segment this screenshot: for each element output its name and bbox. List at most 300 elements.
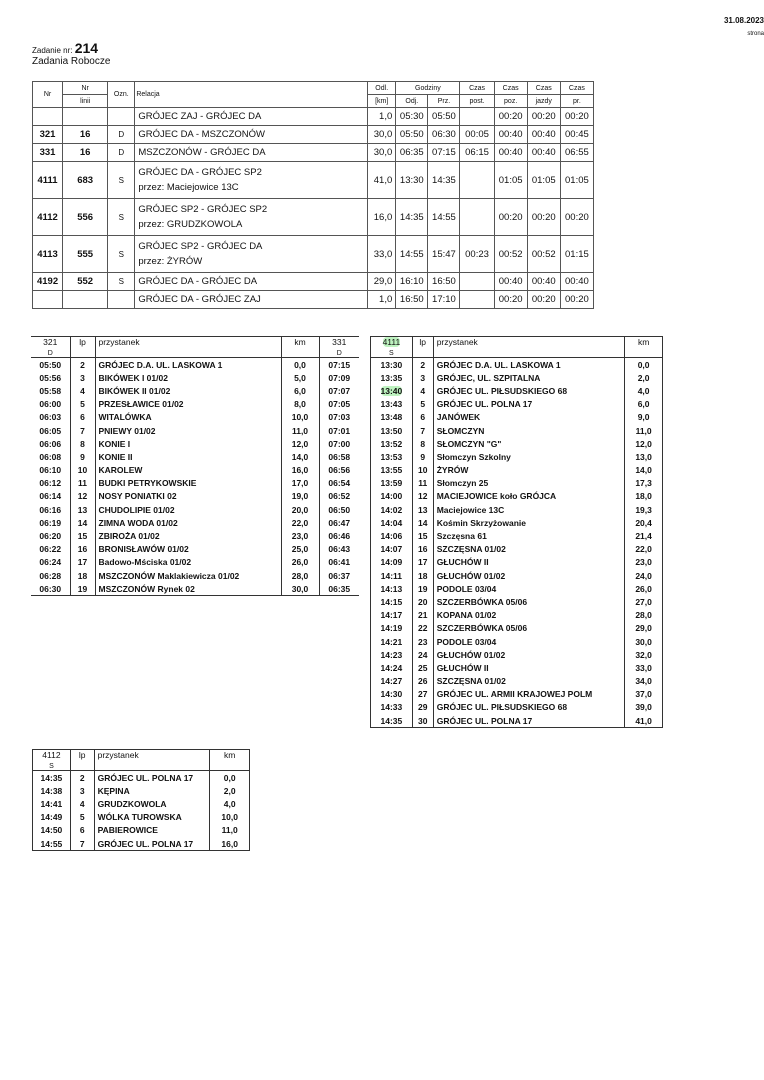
stop-time: 14:38 xyxy=(33,784,71,797)
stop-name: GŁUCHÓW II xyxy=(433,556,625,569)
stop-time: 14:02 xyxy=(371,503,413,516)
stop-name: JANÓWEK xyxy=(433,411,625,424)
work-time: 00:20 xyxy=(560,291,593,309)
departure-time: 14:55 xyxy=(396,236,428,273)
return-time: 06:37 xyxy=(328,570,351,581)
return-time: 06:58 xyxy=(328,451,351,462)
stop-time: 06:24 xyxy=(31,556,70,569)
stop-lp: 3 xyxy=(70,371,95,384)
arrival-time: 17:10 xyxy=(428,291,460,309)
stop-time: 05:58 xyxy=(31,384,70,397)
distance: 16,0 xyxy=(368,199,396,236)
courses-summary-table xyxy=(32,81,594,309)
stop-lp: 29 xyxy=(412,701,433,714)
stop-km: 0,0 xyxy=(223,772,236,783)
relation-via: przez: ŻYRÓW xyxy=(138,256,203,267)
stop-km: 17,3 xyxy=(635,478,652,489)
stop-row xyxy=(31,503,359,516)
stop-name: KOPANA 01/02 xyxy=(433,609,625,622)
stop-time: 06:05 xyxy=(31,424,70,437)
header-arrival: Prz. xyxy=(428,95,460,108)
stop-name: MACIEJOWICE koło GRÓJCA xyxy=(433,490,625,503)
stop-name: GRÓJEC UL. POLNA 17 xyxy=(433,398,625,411)
stop-time: 14:19 xyxy=(371,622,413,635)
stop-name: GRÓJEC UL. POLNA 17 xyxy=(94,771,210,785)
return-time: 06:50 xyxy=(328,504,351,515)
stop-row xyxy=(371,622,663,635)
header-idle-time: Czas xyxy=(494,82,527,95)
stop-lp: 2 xyxy=(70,358,95,372)
distance: 30,0 xyxy=(368,126,396,144)
stop-km: 23,0 xyxy=(281,529,319,542)
stop-time: 14:17 xyxy=(371,609,413,622)
stop-name: SZCZERBÓWKA 05/06 xyxy=(433,595,625,608)
work-time: 06:55 xyxy=(560,144,593,162)
stop-name: PRZESŁAWICE 01/02 xyxy=(95,398,281,411)
stop-km: 10,0 xyxy=(221,812,238,823)
stop-name: WÓLKA TUROWSKA xyxy=(94,811,210,824)
stop-row xyxy=(31,582,359,596)
stop-row xyxy=(371,477,663,490)
stop-km: 11,0 xyxy=(281,424,319,437)
stop-row xyxy=(31,556,359,569)
stop-km: 16,0 xyxy=(221,838,238,849)
work-time: 01:15 xyxy=(560,236,593,273)
stop-lp: 19 xyxy=(412,582,433,595)
stop-name: WITALÓWKA xyxy=(95,411,281,424)
stop-row xyxy=(31,464,359,477)
stop-time: 06:14 xyxy=(31,490,70,503)
course-row xyxy=(33,291,594,309)
page-label: strona xyxy=(747,31,764,37)
route-331-type: D xyxy=(319,349,359,358)
stop-lp: 30 xyxy=(412,714,433,728)
stop-name: SŁOMCZYN "G" xyxy=(433,437,625,450)
stop-name: Słomczyn 25 xyxy=(433,477,625,490)
relation xyxy=(135,162,368,199)
stop-name: SŁOMCZYN xyxy=(433,424,625,437)
stop-row xyxy=(371,714,663,728)
stop-lp: 21 xyxy=(412,609,433,622)
departure-time: 14:35 xyxy=(396,199,428,236)
stop-time: 14:30 xyxy=(371,688,413,701)
stop-row xyxy=(33,837,250,851)
stop-time: 14:41 xyxy=(33,797,71,810)
stop-lp: 18 xyxy=(412,569,433,582)
course-type xyxy=(108,108,135,126)
relation-via: przez: GRUDZKOWOLA xyxy=(138,219,243,230)
header-drive-time: Czas xyxy=(527,82,560,95)
return-time: 07:00 xyxy=(328,438,351,449)
relation-main: GRÓJEC SP2 - GRÓJEC DA xyxy=(138,241,263,252)
stop-km: 12,0 xyxy=(635,438,652,449)
stop-row xyxy=(371,556,663,569)
header-line-nr-2: linii xyxy=(63,95,108,108)
course-nr: 331 xyxy=(33,144,63,162)
stop-lp: 4 xyxy=(412,384,433,397)
stop-lp: 4 xyxy=(70,384,95,397)
course-type: D xyxy=(108,144,135,162)
stop-name: GRÓJEC D.A. UL. LASKOWA 1 xyxy=(95,358,281,372)
stop-lp: 5 xyxy=(70,811,94,824)
stop-lp: 26 xyxy=(412,675,433,688)
stop-lp: 15 xyxy=(70,529,95,542)
stop-row xyxy=(33,811,250,824)
return-time: 07:09 xyxy=(328,372,351,383)
stop-lp: 23 xyxy=(412,635,433,648)
stop-km: 19,0 xyxy=(281,490,319,503)
header-type: Ozn. xyxy=(108,82,135,108)
idle-time: 00:20 xyxy=(494,291,527,309)
return-time: 06:46 xyxy=(328,531,351,542)
relation-main: GRÓJEC SP2 - GRÓJEC SP2 xyxy=(138,204,268,215)
route-321-stops-table xyxy=(31,336,359,596)
stop-name: CHUDOLIPIE 01/02 xyxy=(95,503,281,516)
relation-main: MSZCZONÓW - GRÓJEC DA xyxy=(138,147,266,158)
stop-km: 4,0 xyxy=(637,385,650,396)
stop-lp: 13 xyxy=(412,503,433,516)
stop-time: 14:23 xyxy=(371,648,413,661)
course-row xyxy=(33,126,594,144)
course-row xyxy=(33,108,594,126)
stop-lp: 9 xyxy=(412,450,433,463)
work-time: 00:20 xyxy=(560,199,593,236)
header-drive-time-2: jazdy xyxy=(527,95,560,108)
stop-row xyxy=(31,529,359,542)
stop-lp: 16 xyxy=(412,543,433,556)
stop-name: KONIE II xyxy=(95,450,281,463)
arrival-time: 07:15 xyxy=(428,144,460,162)
stop-time: 06:22 xyxy=(31,543,70,556)
stop-time xyxy=(371,384,413,397)
course-type: S xyxy=(108,199,135,236)
stop-row xyxy=(371,609,663,622)
stop-name: MSZCZONÓW Maklakiewicza 01/02 xyxy=(95,569,281,582)
stop-km: 20,0 xyxy=(281,503,319,516)
stop-km: 23,0 xyxy=(635,557,652,568)
stop-header: przystanek xyxy=(433,337,625,350)
stop-km: 21,4 xyxy=(635,531,652,542)
stop-km: 8,0 xyxy=(281,398,319,411)
stop-time: 14:09 xyxy=(371,556,413,569)
stop-time: 06:03 xyxy=(31,411,70,424)
stop-lp: 5 xyxy=(412,398,433,411)
drive-time: 00:52 xyxy=(527,236,560,273)
departure-time: 05:50 xyxy=(396,126,428,144)
stop-km: 13,0 xyxy=(635,451,652,462)
stop-time: 14:07 xyxy=(371,543,413,556)
course-nr xyxy=(33,108,63,126)
return-time: 06:47 xyxy=(328,517,351,528)
stop-time xyxy=(460,273,494,291)
stop-time: 14:24 xyxy=(371,661,413,674)
stop-km: 6,0 xyxy=(637,399,650,410)
stop-time: 14:55 xyxy=(33,837,71,851)
stop-row xyxy=(31,437,359,450)
route-4111-stops-table xyxy=(370,336,663,728)
stop-row xyxy=(371,675,663,688)
stop-lp: 20 xyxy=(412,595,433,608)
stop-name: GRÓJEC D.A. UL. LASKOWA 1 xyxy=(433,358,625,372)
stop-km: 22,0 xyxy=(635,544,652,555)
idle-time: 00:40 xyxy=(494,144,527,162)
line-nr: 16 xyxy=(63,126,108,144)
stop-row xyxy=(33,824,250,837)
work-time: 00:45 xyxy=(560,126,593,144)
line-nr: 552 xyxy=(63,273,108,291)
stop-time xyxy=(460,108,494,126)
work-time: 00:40 xyxy=(560,273,593,291)
stop-time: 14:15 xyxy=(371,595,413,608)
stop-name: KĘPINA xyxy=(94,784,210,797)
stop-km: 11,0 xyxy=(635,425,652,436)
stop-name: SZCZERBÓWKA 05/06 xyxy=(433,622,625,635)
task-number-label: Zadanie nr: xyxy=(32,46,73,55)
stop-km: 14,0 xyxy=(635,465,652,476)
arrival-time: 06:30 xyxy=(428,126,460,144)
stop-row xyxy=(371,398,663,411)
arrival-time: 14:35 xyxy=(428,162,460,199)
stop-time: 13:43 xyxy=(371,398,413,411)
relation-main: GRÓJEC DA - GRÓJEC SP2 xyxy=(138,167,262,178)
header-idle-time-2: poz. xyxy=(494,95,527,108)
stop-row xyxy=(371,411,663,424)
stop-name: GRÓJEC UL. ARMII KRAJOWEJ POLM xyxy=(433,688,625,701)
stop-row xyxy=(371,582,663,595)
route-321-type: D xyxy=(31,349,70,358)
stop-row xyxy=(371,529,663,542)
stop-name: BUDKI PETRYKOWSKIE xyxy=(95,477,281,490)
distance: 41,0 xyxy=(368,162,396,199)
line-nr: 555 xyxy=(63,236,108,273)
stop-time: 06:19 xyxy=(31,516,70,529)
relation xyxy=(135,126,368,144)
course-row xyxy=(33,273,594,291)
stop-km: 30,0 xyxy=(635,636,652,647)
return-time: 06:41 xyxy=(328,557,351,568)
stop-row xyxy=(31,490,359,503)
stop-row xyxy=(31,371,359,384)
route-4112-stops-table xyxy=(32,749,250,851)
stop-name: Badowo-Mściska 01/02 xyxy=(95,556,281,569)
stop-lp: 8 xyxy=(70,437,95,450)
line-nr xyxy=(63,108,108,126)
relation xyxy=(135,108,368,126)
departure-time: 16:10 xyxy=(396,273,428,291)
stop-row xyxy=(371,661,663,674)
stop-name: KONIE I xyxy=(95,437,281,450)
relation-main: GRÓJEC ZAJ - GRÓJEC DA xyxy=(138,111,262,122)
stop-header: przystanek xyxy=(95,337,281,350)
return-time: 07:07 xyxy=(328,385,351,396)
return-time: 07:15 xyxy=(328,359,351,370)
stop-name: PODOLE 03/04 xyxy=(433,635,625,648)
course-nr: 321 xyxy=(33,126,63,144)
course-type: S xyxy=(108,162,135,199)
course-type: D xyxy=(108,126,135,144)
stop-km: 27,0 xyxy=(635,596,652,607)
stop-km: 20,4 xyxy=(635,517,652,528)
stop-row xyxy=(371,490,663,503)
stop-lp: 10 xyxy=(412,464,433,477)
stop-row xyxy=(33,797,250,810)
stop-time: 14:35 xyxy=(371,714,413,728)
stop-lp: 19 xyxy=(70,582,95,596)
stop-name: GRUDZKOWOLA xyxy=(94,797,210,810)
relation xyxy=(135,236,368,273)
stop-name: GŁUCHÓW II xyxy=(433,661,625,674)
course-nr: 4192 xyxy=(33,273,63,291)
stop-time: 14:13 xyxy=(371,582,413,595)
stop-name: Słomczyn Szkolny xyxy=(433,450,625,463)
stop-lp: 2 xyxy=(70,771,94,785)
stop-time: 13:30 xyxy=(371,358,413,372)
stop-row xyxy=(371,688,663,701)
document-subtitle: Zadania Robocze xyxy=(32,56,111,67)
stop-row xyxy=(371,358,663,372)
departure-time: 06:35 xyxy=(396,144,428,162)
idle-time: 00:40 xyxy=(494,126,527,144)
drive-time: 00:40 xyxy=(527,273,560,291)
km-header: km xyxy=(637,337,650,347)
course-nr: 4112 xyxy=(33,199,63,236)
stop-lp: 24 xyxy=(412,648,433,661)
km-header: km xyxy=(281,337,319,350)
course-type xyxy=(108,291,135,309)
stop-lp: 18 xyxy=(70,569,95,582)
departure-time: 16:50 xyxy=(396,291,428,309)
return-time: 06:54 xyxy=(328,478,351,489)
stop-km: 2,0 xyxy=(223,785,236,796)
stop-lp: 7 xyxy=(70,837,94,851)
distance: 1,0 xyxy=(368,291,396,309)
stop-km: 12,0 xyxy=(281,437,319,450)
drive-time: 00:40 xyxy=(527,144,560,162)
stop-km: 28,0 xyxy=(635,610,652,621)
stop-lp: 6 xyxy=(70,824,94,837)
drive-time: 00:20 xyxy=(527,108,560,126)
header-work-time: Czas xyxy=(560,82,593,95)
stop-time: 13:48 xyxy=(371,411,413,424)
stop-time: 13:50 xyxy=(371,424,413,437)
departure-time: 13:30 xyxy=(396,162,428,199)
stop-km: 14,0 xyxy=(281,450,319,463)
line-nr xyxy=(63,291,108,309)
stop-km: 39,0 xyxy=(635,702,652,713)
stop-km: 0,0 xyxy=(281,358,319,372)
stop-time: 06:28 xyxy=(31,569,70,582)
stop-row xyxy=(31,516,359,529)
stop-km: 17,0 xyxy=(281,477,319,490)
course-type: S xyxy=(108,273,135,291)
stop-km: 29,0 xyxy=(635,623,652,634)
stop-time: 06:10 xyxy=(31,464,70,477)
drive-time: 01:05 xyxy=(527,162,560,199)
arrival-time: 15:47 xyxy=(428,236,460,273)
stop-row xyxy=(31,411,359,424)
drive-time: 00:20 xyxy=(527,291,560,309)
work-time: 01:05 xyxy=(560,162,593,199)
course-row xyxy=(33,236,594,273)
stop-row xyxy=(371,516,663,529)
stop-lp: 8 xyxy=(412,437,433,450)
stop-time: 06:06 xyxy=(31,437,70,450)
stop-row xyxy=(31,424,359,437)
arrival-time: 05:50 xyxy=(428,108,460,126)
stop-time: 05:50 xyxy=(31,358,70,372)
stop-lp: 7 xyxy=(70,424,95,437)
stop-lp: 13 xyxy=(70,503,95,516)
relation xyxy=(135,291,368,309)
lp-header: lp xyxy=(70,750,94,763)
stop-lp: 5 xyxy=(70,398,95,411)
stop-km: 22,0 xyxy=(281,516,319,529)
stop-lp: 17 xyxy=(70,556,95,569)
stop-km: 4,0 xyxy=(223,798,236,809)
stop-km: 5,0 xyxy=(281,371,319,384)
stop-time: 06:30 xyxy=(31,582,70,596)
line-nr: 16 xyxy=(63,144,108,162)
task-number-value: 214 xyxy=(74,40,99,56)
stop-time xyxy=(460,199,494,236)
stop-lp: 12 xyxy=(412,490,433,503)
stop-lp: 3 xyxy=(70,784,94,797)
line-nr: 683 xyxy=(63,162,108,199)
route-321-number: 321 xyxy=(31,337,70,350)
course-nr xyxy=(33,291,63,309)
stop-time: 14:49 xyxy=(33,811,71,824)
stop-row xyxy=(31,477,359,490)
stop-row xyxy=(371,450,663,463)
course-row xyxy=(33,144,594,162)
stop-km: 6,0 xyxy=(281,384,319,397)
distance: 1,0 xyxy=(368,108,396,126)
stop-km: 2,0 xyxy=(637,372,650,383)
stop-row xyxy=(371,595,663,608)
stop-lp: 11 xyxy=(412,477,433,490)
header-relation: Relacja xyxy=(135,82,368,108)
stop-name: KAROLEW xyxy=(95,464,281,477)
stop-row xyxy=(371,437,663,450)
stop-time: 13:59 xyxy=(371,477,413,490)
relation xyxy=(135,273,368,291)
stop-name: GŁUCHÓW 01/02 xyxy=(433,648,625,661)
stop-row xyxy=(31,358,359,372)
stop-time: 06:20 xyxy=(31,529,70,542)
stop-time xyxy=(460,162,494,199)
stop-lp: 25 xyxy=(412,661,433,674)
return-time: 07:05 xyxy=(328,399,351,410)
task-number xyxy=(32,40,98,56)
print-date: 31.08.2023 xyxy=(723,16,764,25)
work-time: 00:20 xyxy=(560,108,593,126)
header-stop-time-2: post. xyxy=(460,95,494,108)
stop-lp: 16 xyxy=(70,543,95,556)
route-4112-type: S xyxy=(33,762,71,771)
stop-lp: 27 xyxy=(412,688,433,701)
drive-time: 00:20 xyxy=(527,199,560,236)
arrival-time: 14:55 xyxy=(428,199,460,236)
stop-row xyxy=(31,569,359,582)
idle-time: 00:20 xyxy=(494,199,527,236)
return-time: 07:01 xyxy=(328,425,351,436)
stop-time: 14:04 xyxy=(371,516,413,529)
stop-time xyxy=(460,291,494,309)
header-departure: Odj. xyxy=(396,95,428,108)
stop-lp: 4 xyxy=(70,797,94,810)
stop-km: 30,0 xyxy=(281,582,319,596)
stop-time: 14:06 xyxy=(371,529,413,542)
